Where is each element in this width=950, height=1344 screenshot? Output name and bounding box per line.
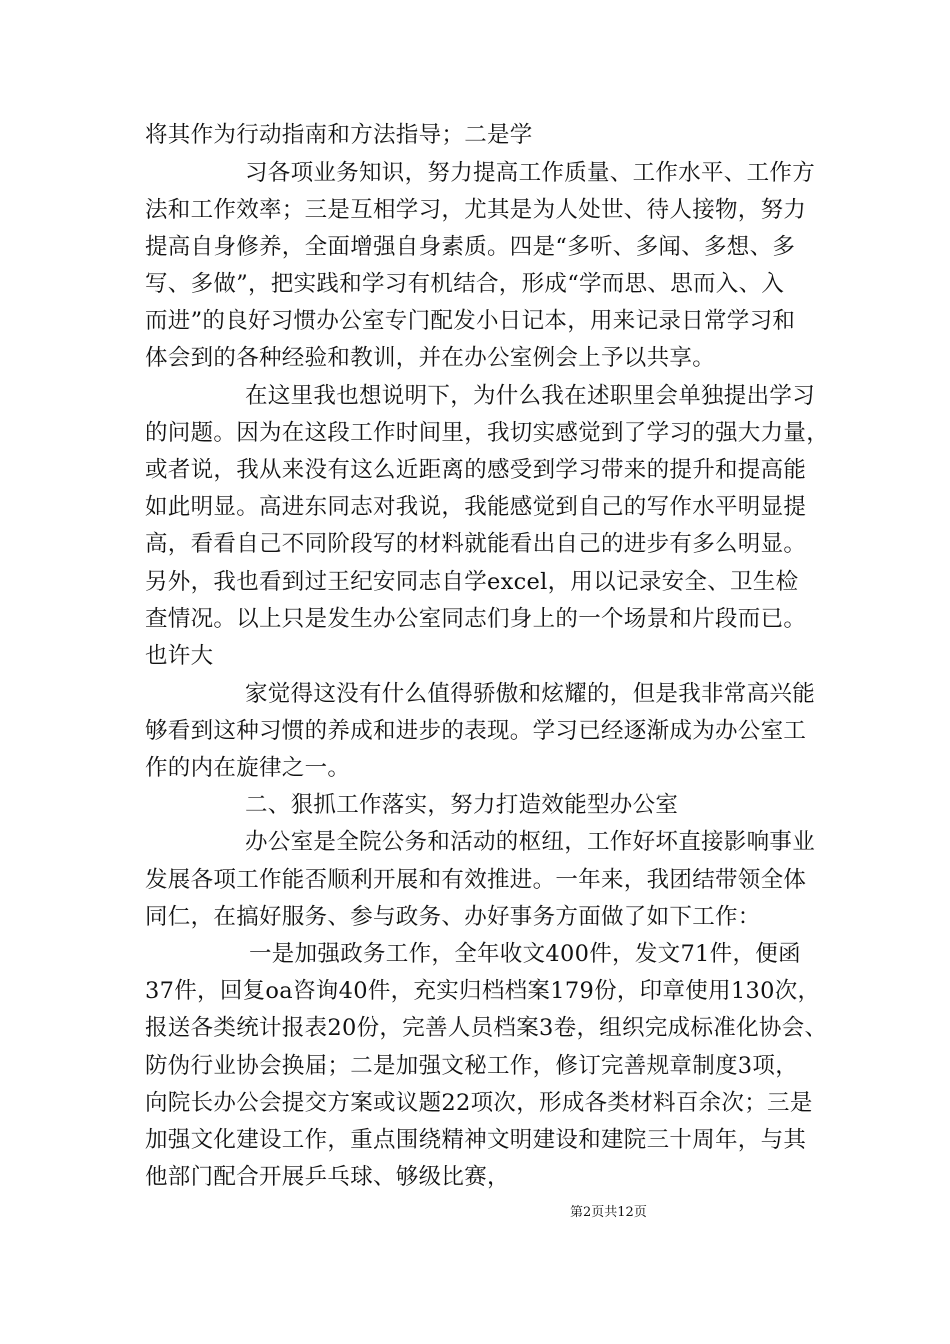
text-line: 提高自身修养，全面增强自身素质。四是“多听、多闻、多想、多	[145, 234, 796, 260]
text-line: 的问题。因为在这段工作时间里，我切实感觉到了学习的强大力量，	[145, 420, 830, 446]
section-heading: 二、狠抓工作落实，努力打造效能型办公室	[245, 792, 679, 818]
text-line: 同仁，在搞好服务、参与政务、办好事务方面做了如下工作：	[145, 904, 761, 930]
text-line: 另外，我也看到过王纪安同志自学excel，用以记录安全、卫生检	[145, 569, 799, 595]
text-line: 法和工作效率；三是互相学习，尤其是为人处世、待人接物，努力	[145, 197, 807, 223]
text-line: 而进”的良好习惯办公室专门配发小日记本，用来记录日常学习和	[145, 308, 796, 334]
text-line: 作的内在旋律之一。	[145, 755, 351, 781]
text-line: 如此明显。高进东同志对我说，我能感觉到自己的写作水平明显提	[145, 494, 807, 520]
text-line: 发展各项工作能否顺利开展和有效推进。一年来，我团结带领全体	[145, 867, 807, 893]
text-line: 加强文化建设工作，重点围绕精神文明建设和建院三十周年，与其	[145, 1127, 807, 1153]
text-line: 体会到的各种经验和教训，并在办公室例会上予以共享。	[145, 345, 716, 371]
text-line: 习各项业务知识，努力提高工作质量、工作水平、工作方	[245, 160, 816, 186]
text-line: 查情况。以上只是发生办公室同志们身上的一个场景和片段而已。	[145, 606, 807, 632]
page-number: 第2页共12页	[570, 1205, 647, 1220]
text-line: 一是加强政务工作，全年收文400件，发文71件，便函	[249, 941, 801, 967]
text-line: 报送各类统计报表20份，完善人员档案3卷，组织完成标准化协会、	[145, 1015, 828, 1041]
text-line: 向院长办公会提交方案或议题22项次，形成各类材料百余次；三是	[145, 1090, 813, 1116]
text-line: 在这里我也想说明下，为什么我在述职里会单独提出学习	[245, 383, 816, 409]
text-line: 办公室是全院公务和活动的枢纽，工作好坏直接影响事业	[245, 829, 816, 855]
text-line: 37件，回复oa咨询40件，充实归档档案179份，印章使用130次，	[145, 978, 821, 1004]
text-line: 他部门配合开展乒乓球、够级比赛，	[145, 1164, 510, 1190]
text-line: 或者说，我从来没有这么近距离的感受到学习带来的提升和提高能	[145, 457, 807, 483]
text-line: 够看到这种习惯的养成和进步的表现。学习已经逐渐成为办公室工	[145, 718, 807, 744]
text-line: 将其作为行动指南和方法指导；二是学	[145, 122, 533, 148]
text-line: 高，看看自己不同阶段写的材料就能看出自己的进步有多么明显。	[145, 531, 807, 557]
text-line: 家觉得这没有什么值得骄傲和炫耀的，但是我非常高兴能	[245, 681, 816, 707]
text-line: 也许大	[145, 643, 214, 669]
text-line: 写、多做”，把实践和学习有机结合，形成“学而思、思而入、入	[145, 271, 785, 297]
text-line: 防伪行业协会换届；二是加强文秘工作，修订完善规章制度3项，	[145, 1053, 799, 1079]
